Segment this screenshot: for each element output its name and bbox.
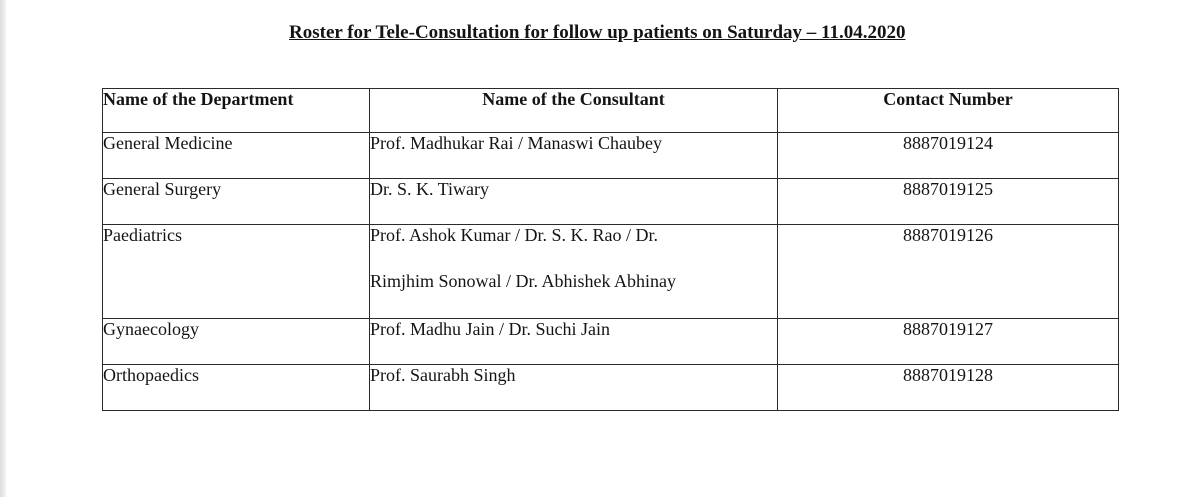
consultant-name: Prof. Ashok Kumar / Dr. S. K. Rao / Dr. — [370, 225, 658, 245]
consultant-cell — [370, 365, 778, 411]
contact-number-cell: 8887019127 — [778, 319, 1119, 365]
department-cell: Orthopaedics — [103, 365, 370, 411]
page-edge-shadow — [0, 0, 6, 497]
department-cell: Gynaecology — [103, 319, 370, 365]
table-row — [103, 133, 1119, 179]
contact-number-cell: 8887019128 — [778, 365, 1119, 411]
table-row — [103, 225, 1119, 319]
contact-number-cell: 8887019126 — [778, 225, 1119, 319]
consultant-name: Prof. Madhukar Rai / Manaswi Chaubey — [370, 133, 662, 153]
consultant-cell — [370, 319, 778, 365]
department-cell: Paediatrics — [103, 225, 370, 319]
contact-number-cell: 8887019124 — [778, 133, 1119, 179]
consultant-name: Prof. Madhu Jain / Dr. Suchi Jain — [370, 319, 610, 339]
table-row — [103, 179, 1119, 225]
table-header-row — [103, 89, 1119, 133]
consultant-cell — [370, 179, 778, 225]
consultant-cell — [370, 133, 778, 179]
table-row — [103, 365, 1119, 411]
consultant-name: Dr. S. K. Tiwary — [370, 179, 490, 199]
consultant-name: Prof. Saurabh Singh — [370, 365, 516, 385]
consultant-cell — [370, 225, 778, 319]
department-cell: General Medicine — [103, 133, 370, 179]
consultant-name: Rimjhim Sonowal / Dr. Abhishek Abhinay — [370, 271, 677, 291]
document-title: Roster for Tele-Consultation for follow up patients on Saturday – 11.04.2020 — [289, 22, 906, 43]
roster-table — [102, 88, 1119, 411]
header-contact-number: Contact Number — [778, 89, 1119, 133]
table-row — [103, 319, 1119, 365]
contact-number-cell: 8887019125 — [778, 179, 1119, 225]
department-cell: General Surgery — [103, 179, 370, 225]
header-consultant: Name of the Consultant — [370, 89, 778, 133]
header-department: Name of the Department — [103, 89, 370, 133]
